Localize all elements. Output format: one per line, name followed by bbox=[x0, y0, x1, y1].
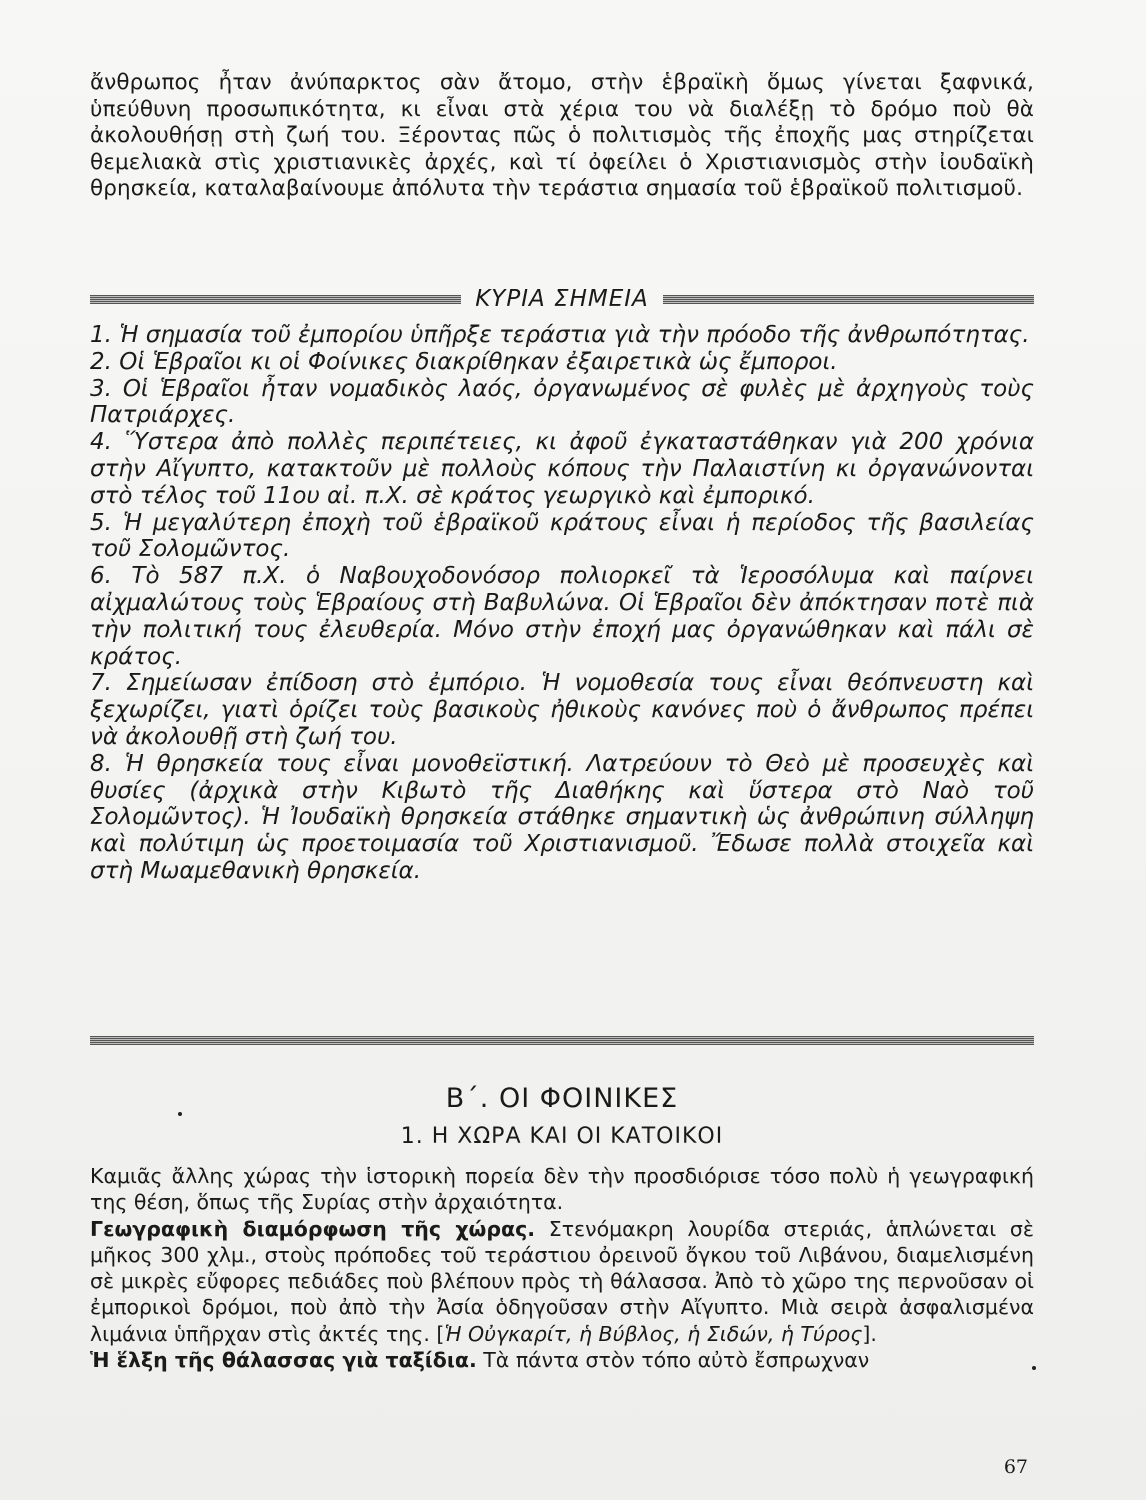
paragraph-sea-heading: Ἡ ἕλξη τῆς θάλασσας γιὰ ταξίδια. bbox=[90, 1348, 477, 1373]
decorative-stripe-bottom bbox=[90, 1036, 1034, 1045]
paragraph-geography-end: ]. bbox=[862, 1321, 877, 1346]
key-point-1: 1. Ἡ σημασία τοῦ ἐμπορίου ὑπῆρξε τεράστια γιὰ τὴν πρόοδο τῆς ἀνθρωπότητας. bbox=[90, 322, 1030, 348]
section-title: Β΄. ΟΙ ΦΟΙΝΙΚΕΣ bbox=[445, 1083, 679, 1114]
paragraph-geography-heading: Γεωγραφικὴ διαμόρφωση τῆς χώρας. bbox=[90, 1216, 536, 1241]
key-point-3: 3. Οἱ Ἑβραῖοι ἦταν νομαδικὸς λαός, ὀργανωμένος σὲ φυλὲς μὲ ἀρχηγοὺς τοὺς Πατριάρχες. bbox=[90, 375, 1034, 429]
key-point-4: 4. Ὕστερα ἀπὸ πολλὲς περιπέτειες, κι ἀφοῦ ἐγκαταστάθηκαν γιὰ 200 χρόνια στὴν Αἴγυπτο, κατακτοῦν μὲ πολλοὺς κόπους τὴν Παλαιστίνη κι ὀργανώνονται στὸ τέλος τοῦ 11ου αἰ. π.Χ. σὲ κράτος γεωργικὸ καὶ ἐμπορικό. bbox=[90, 429, 1034, 509]
paragraph-geography-text: Στενόμακρη λουρίδα στεριάς, ἁπλώνεται σὲ μῆκος 300 χλμ., στοὺς πρόποδες τοῦ τεράστιου ὀρεινοῦ ὄγκου τοῦ Λιβάνου, διαμελισμένη σὲ μικρὲς εὔφορες πεδιάδες ποὺ βλέπουν πρὸς τὴ θάλασσα. Ἀπὸ τὸ χῶρο της περνοῦσαν οἱ ἐμπορικοὶ δρόμοι, ποὺ ἀπὸ τὴν Ἀσία ὁδηγοῦσαν στὴν Αἴγυπτο. Μιὰ σειρὰ ἀσφαλισμένα λιμάνια ὑπῆρχαν στὶς ἀκτές της. [ bbox=[90, 1216, 1034, 1346]
key-points-list bbox=[90, 322, 1034, 885]
paragraph-intro: Καμιᾶς ἄλλης χώρας τὴν ἱστορικὴ πορεία δὲν τὴν προσδιόρισε τόσο πολὺ ἡ γεωγραφική της θέση, ὅπως τῆς Συρίας στὴν ἀρχαιότητα. bbox=[90, 1164, 1034, 1215]
intro-paragraph: ἄνθρωπος ἦταν ἀνύπαρκτος σὰν ἄτομο, στὴν ἑβραϊκὴ ὅμως γίνεται ξαφνικά, ὑπεύθυνη προσωπικότητα, κι εἶναι στὰ χέρια του νὰ διαλέξῃ τὸ δρόμο ποὺ θὰ ἀκολουθήσῃ στὴ ζωή του. Ξέροντας πῶς ὁ πολιτισμὸς τῆς ἐποχῆς μας στηρίζεται θεμελιακὰ στὶς χριστιανικὲς ἀρχές, καὶ τί ὀφείλει ὁ Χριστιανισμὸς στὴν ἰουδαϊκὴ θρησκεία, καταλαβαίνουμε ἀπόλυτα τὴν τεράστια σημασία τοῦ ἑβραϊκοῦ πολιτισμοῦ. bbox=[90, 70, 1034, 201]
key-point-5: 5. Ἡ μεγαλύτερη ἐποχὴ τοῦ ἑβραϊκοῦ κράτους εἶναι ἡ περίοδος τῆς βασιλείας τοῦ Σολομῶντος. bbox=[90, 509, 1034, 563]
key-points-header bbox=[90, 284, 1034, 314]
key-point-6: 6. Τὸ 587 π.Χ. ὁ Ναβουχοδονόσορ πολιορκεῖ τὰ Ἱεροσόλυμα καὶ παίρνει αἰχμαλώτους τοὺς Ἑβραίους στὴ Βαβυλώνα. Οἱ Ἑβραῖοι δὲν ἀπόκτησαν ποτὲ πιὰ τὴν πολιτική τους ἐλευθερία. Μόνο στὴν ἐποχή μας ὀργανώθηκαν καὶ πάλι σὲ κράτος. bbox=[90, 563, 1034, 670]
decorative-stripe-left bbox=[90, 295, 461, 304]
paragraph-sea-text: Τὰ πάντα στὸν τόπο αὐτὸ ἔσπρωχναν bbox=[476, 1348, 870, 1373]
key-points-title: ΚΥΡΙΑ ΣΗΜΕΙΑ bbox=[475, 286, 649, 312]
page-number: 67 bbox=[1003, 1456, 1028, 1478]
print-speck bbox=[1032, 1366, 1036, 1370]
paragraph-sea bbox=[90, 1347, 1034, 1373]
key-point-7: 7. Σημείωσαν ἐπίδοση στὸ ἐμπόριο. Ἡ νομοθεσία τους εἶναι θεόπνευστη καὶ ξεχωρίζει, γιατὶ ὁρίζει τοὺς βασικοὺς ἠθικοὺς κανόνες ποὺ ὁ ἄνθρωπος πρέπει νὰ ἀκολουθῇ στὴ ζωή του. bbox=[90, 670, 1034, 750]
section-body bbox=[90, 1163, 1034, 1373]
paragraph-geography bbox=[90, 1216, 1034, 1347]
key-point-8: 8. Ἡ θρησκεία τους εἶναι μονοθεϊστική. Λατρεύουν τὸ Θεὸ μὲ προσευχὲς καὶ θυσίες (ἀρχικὰ στὴν Κιβωτὸ τῆς Διαθήκης καὶ ὕστερα στὸ Ναὸ τοῦ Σολομῶντος). Ἡ Ἰουδαϊκὴ θρησκεία στάθηκε σημαντικὴ ὡς ἀνθρώπινη σύλληψη καὶ πολύτιμη ὡς προετοιμασία τοῦ Χριστιανισμοῦ. Ἔδωσε πολλὰ στοιχεῖα καὶ στὴ Μωαμεθανικὴ θρησκεία. bbox=[90, 750, 1034, 884]
decorative-stripe-right bbox=[663, 295, 1034, 304]
paragraph-geography-cities: Ἡ Οὐγκαρίτ, ἡ Βύβλος, ἡ Σιδών, ἡ Τύρος bbox=[444, 1321, 863, 1346]
subsection-title: 1. Η ΧΩΡΑ ΚΑΙ ΟΙ ΚΑΤΟΙΚΟΙ bbox=[400, 1124, 724, 1149]
key-point-2: 2. Οἱ Ἑβραῖοι κι οἱ Φοίνικες διακρίθηκαν ἐξαιρετικὰ ὡς ἔμποροι. bbox=[90, 348, 838, 375]
